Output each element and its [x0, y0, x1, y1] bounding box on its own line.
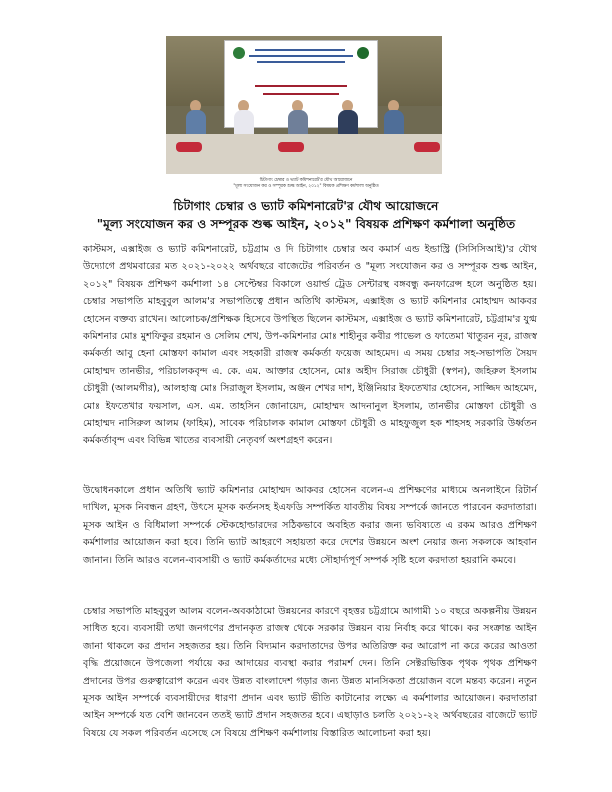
vat-logo-icon — [357, 47, 369, 59]
head-table — [166, 134, 442, 174]
flower-decor — [278, 142, 304, 152]
headline-line2: "মূল্য সংযোজন কর ও সম্পূরক শুল্ক আইন, ২০১২" বিষয়ক প্রশিক্ষণ কর্মশালা অনুষ্ঠিত — [96, 217, 516, 231]
flower-decor — [414, 142, 440, 152]
article-paragraph-2: উদ্বোধনকালে প্রধান অতিথি ভ্যাট কমিশনার মোহাম্মদ আকবর হোসেন বলেন-এ প্রশিক্ষণের মাধ্যমে অনলাইনে রিটার্ন দাখিল, মূসক নিবন্ধন গ্রহণ, উৎসে মূসক কর্তনসহ ইএফডি সম্পর্কিত যাবতীয় বিষয় সম্পর্কে জানতে পারবেন করদাতারা। মূসক আইন ও বিধিমালা সম্পর্কে স্টেকহোল্ডারদের সঠিকভাবে অবহিত করার জন্য ভবিষ্যতে এ রকম আরও প্রশিক্ষণ কর্মশালার আয়োজন করা হবে। তিনি ভ্যাট আহরণে সহায়তা করে দেশের উন্নয়নে অংশ নেয়ার জন্য সকলকে আহবান জানান। তিনি আরও বলেন-ব্যবসায়ী ও ভ্যাট কর্মকর্তাদের মধ্যে সৌহার্দ্যপূর্ণ সম্পর্ক সৃষ্টি হলে করদাতা হয়রানি কমবে। — [83, 485, 537, 566]
article-paragraph-1: কাস্টমস, এক্সাইজ ও ভ্যাট কমিশনারেট, চট্টগ্রাম ও দি চিটাগাং চেম্বার অব কমার্স এন্ড ইন্ডাস্ট্রি (সিসিসিআই)'র যৌথ উদ্যোগে প্রথমবারের মত ২০২১-২০২২ অর্থবছরে বাজেটের পরিবর্তন ও "মূল্য সংযোজন কর ও সম্পূরক শুল্ক আইন, ২০১২" বিষয়ক প্রশিক্ষণ কর্মশালা ১৪ সেপ্টেম্বর বিকালে ওয়ার্ল্ড ট্রেড সেন্টারস্থ বঙ্গবন্ধু কনফারেন্স হলে অনুষ্ঠিত হয়। চেম্বার সভাপতি মাহবুবুল আলম'র সভাপতিত্বে প্রধান অতিথি কাস্টমস, এক্সাইজ ও ভ্যাট কমিশনার মোহাম্মদ আকবর হোসেন বক্তব্য রাখেন। আলোচক/প্রশিক্ষক হিসেবে উপস্থিত ছিলেন কাস্টমস, এক্সাইজ ও ভ্যাট কমিশনারেট, চট্টগ্রাম'র যুগ্ম কমিশনার মোঃ মুশফিকুর রহমান ও সেলিম শেখ, উপ-কমিশনার মোঃ শাহীনুর কবীর পাভেল ও ফাতেমা খাতুরন নূর, রাজস্ব কর্মকর্তা আবু হেনা মোস্তফা কামাল এবং সহকারী রাজস্ব কর্মকর্তা ফয়েজ আহমেদ। এ সময় চেম্বার সহ-সভাপতি সৈয়দ মোহাম্মদ তানভীর, পরিচালকবৃন্দ এ. কে. এম. আক্তার হোসেন, মোঃ অহীদ সিরাজ চৌধুরী (স্বপন), জহিরুল ইসলাম চৌধুরী (আলমগীর), আলহাজ্ব মোঃ সিরাজুল ইসলাম, অঞ্জন শেখর দাশ, ইঞ্জিনিয়ার ইফতেখার হোসেন, সাজ্জিদ আহমেদ, মোঃ ইফতেখার ফয়সাল, এস. এম. তাহসিন জোনায়েদ, মোহাম্মদ আদনানুল ইসলাম, তানভীর মোস্তফা চৌধুরী ও মোহাম্মদ নাসিরুল আলম (ফাহিম), সাবেক পরিচালক কামাল মোস্তফা চৌধুরী ও মাহফুজুল হক শাহসহ সরকারি উর্ধ্বতন কর্মকর্তাবৃন্দ এবং বিভিন্ন খাতের ব্যবসায়ী নেতৃবর্গ অংশগ্রহণ করেন। — [83, 244, 537, 447]
flower-decor — [176, 142, 202, 152]
headline-line1: চিটাগাং চেম্বার ও ভ্যাট কমিশনারেট'র যৌথ আয়োজনে — [173, 199, 439, 213]
event-photo — [166, 36, 442, 174]
photo-caption-line1: চিটাগাং চেম্বার ও ভ্যাট কমিশনারেট'র যৌথ আয়োজনে — [259, 178, 353, 183]
chamber-logo-icon — [233, 47, 245, 59]
article-paragraph-3: চেম্বার সভাপতি মাহবুবুল আলম বলেন-অবকাঠামো উন্নয়নের কারণে বৃহত্তর চট্টগ্রামে আগামী ১০ বছরে অকল্পনীয় উন্নয়ন সাধিত হবে। ব্যবসায়ী তথা জনগণের প্রদানকৃত রাজস্ব থেকে সরকার উন্নয়ন ব্যয় নির্বাহ করে থাকে। কর সংক্রান্ত আইন জানা থাকলে কর প্রদান সহজতর হয়। তিনি বিদ্যমান করদাতাদের উপর অতিরিক্ত কর আরোপ না করে করের আওতা বৃদ্ধি প্রয়োজনে উপজেলা পর্যায়ে কর আদায়ের ব্যবস্থা করার পরামর্শ দেন। তিনি সেক্টরভিত্তিক পৃথক পৃথক প্রশিক্ষণ প্রদানের উপর গুরুত্বারোপ করেন এবং উন্নত বাংলাদেশ গড়ার জন্য উন্নত মানসিকতা প্রয়োজন বলে মন্তব্য করেন। নতুন মূসক আইন সম্পর্কে ব্যবসায়ীদের ধারণা প্রদান এবং ভ্যাট ভীতি কাটানোর লক্ষ্যে এ কর্মশালার আয়োজন। করদাতারা আইন সম্পর্কে যত বেশি জানবেন ততই ভ্যাট প্রদান সহজতর হবে। এছাড়াও চলতি ২০২১-২২ অর্থবছরের বাজেটে ভ্যাট বিষয়ে যে সকল পরিবর্তন এসেছে সে বিষয়ে প্রশিক্ষণ কর্মশালায় বিস্তারিত আলোচনা করা হয়। — [83, 606, 537, 739]
photo-caption-line2: "মূল্য সংযোজন কর ও সম্পূরক শুল্ক আইন, ২০১২" বিষয়ক প্রশিক্ষণ কর্মশালা অনুষ্ঠিত — [233, 184, 379, 189]
